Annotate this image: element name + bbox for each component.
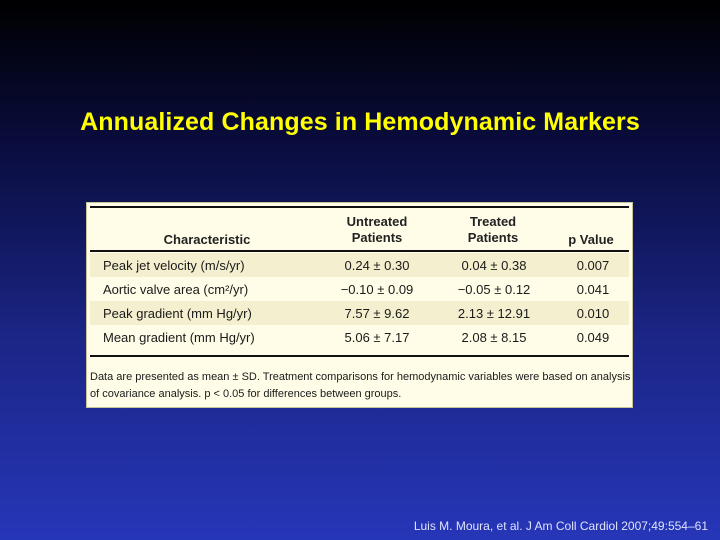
header-p-value: p Value: [568, 232, 614, 247]
header-untreated-line2: Patients: [351, 230, 403, 245]
table-row: [90, 277, 629, 301]
header-untreated-line1: Untreated: [346, 214, 408, 229]
cell-characteristic: Peak jet velocity (m/s/yr): [103, 258, 245, 273]
header-treated: [446, 214, 540, 246]
table-bottom-rule: [90, 355, 629, 357]
table-row: [90, 253, 629, 277]
citation: Luis M. Moura, et al. J Am Coll Cardiol 2007;49:554–61: [413, 519, 708, 533]
header-untreated: [330, 214, 424, 246]
cell-p-value: 0.007: [576, 258, 610, 273]
table-row: [90, 325, 629, 349]
header-characteristic: Characteristic: [163, 232, 251, 247]
cell-treated: 2.13 ± 12.91: [457, 306, 531, 321]
table-row: [90, 301, 629, 325]
cell-p-value: 0.041: [576, 282, 610, 297]
cell-treated: −0.05 ± 0.12: [457, 282, 531, 297]
table-top-rule: [90, 206, 629, 208]
cell-p-value: 0.010: [576, 306, 610, 321]
slide-title: Annualized Changes in Hemodynamic Markers: [80, 108, 640, 136]
header-treated-line1: Treated: [469, 214, 517, 229]
cell-characteristic: Aortic valve area (cm²/yr): [103, 282, 249, 297]
table-footnote: Data are presented as mean ± SD. Treatment comparisons for hemodynamic variables were based on analysis of covariance analysis. p < 0.05 for differences between groups.: [90, 371, 631, 400]
cell-characteristic: Mean gradient (mm Hg/yr): [103, 330, 255, 345]
cell-untreated: 0.24 ± 0.30: [344, 258, 410, 273]
cell-treated: 2.08 ± 8.15: [461, 330, 527, 345]
header-treated-line2: Patients: [467, 230, 519, 245]
cell-characteristic: Peak gradient (mm Hg/yr): [103, 306, 252, 321]
cell-untreated: −0.10 ± 0.09: [340, 282, 414, 297]
cell-treated: 0.04 ± 0.38: [461, 258, 527, 273]
cell-p-value: 0.049: [576, 330, 610, 345]
cell-untreated: 5.06 ± 7.17: [344, 330, 410, 345]
data-table: [86, 202, 633, 408]
table-header-rule: [90, 250, 629, 252]
cell-untreated: 7.57 ± 9.62: [344, 306, 410, 321]
